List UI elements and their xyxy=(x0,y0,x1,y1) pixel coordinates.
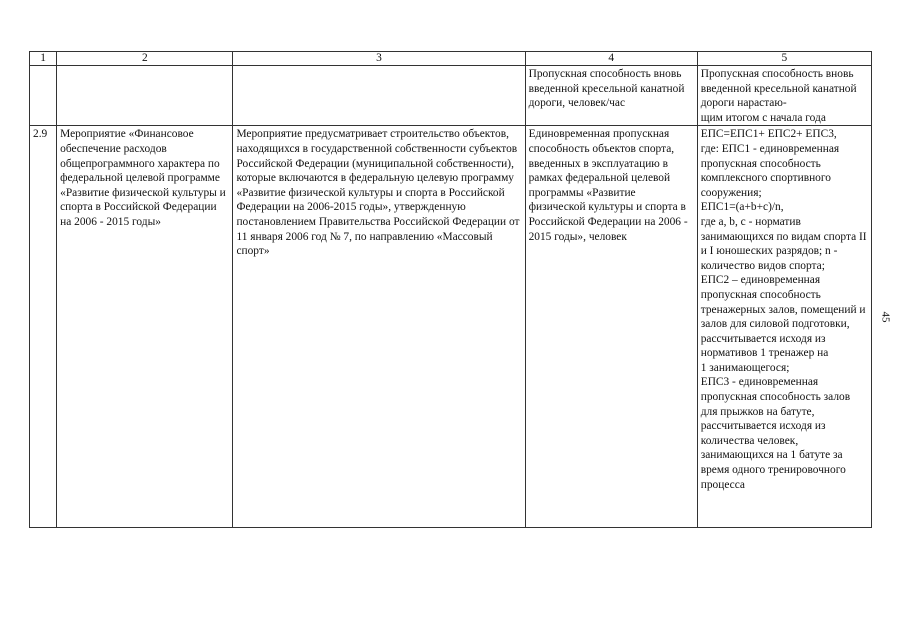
header-cell-indicator: Пропускная способность вновь введенной кресельной канатной дороги, человек/час xyxy=(525,66,697,126)
column-number-cell: 1 xyxy=(30,52,57,66)
column-number-cell: 2 xyxy=(57,52,233,66)
page-number: 45 xyxy=(879,311,892,323)
header-cell-empty xyxy=(233,66,525,126)
data-table xyxy=(29,51,872,528)
column-number-row xyxy=(30,52,872,66)
table-row xyxy=(30,126,872,528)
header-cell-empty xyxy=(57,66,233,126)
measure-name-cell: Мероприятие «Финансовое обеспечение расходов общепрограммного характера по федеральной целевой программе «Развитие физической культуры и спорта в Российской Федерации на 2006 - 2015 годы» xyxy=(57,126,233,528)
column-number-cell: 4 xyxy=(525,52,697,66)
header-cell-cumulative: Пропускная способность вновь введенной кресельной канатной дороги нарастаю- щим итогом с начала года xyxy=(697,66,871,126)
table-header-row xyxy=(30,66,872,126)
column-number-cell: 5 xyxy=(697,52,871,66)
indicator-cell: Единовременная пропускная способность объектов спорта, введенных в эксплуатацию в рамках федеральной целевой программы «Развитие физической культуры и спорта в Российской Федерации на 2006 - 2015 годы», человек xyxy=(525,126,697,528)
row-number-cell: 2.9 xyxy=(30,126,57,528)
measure-description-cell: Мероприятие предусматривает строительство объектов, находящихся в государственной собственности субъектов Российской Федерации (муниципальной собственности), которые включаются в федеральную целевую программу «Развитие физической культуры и спорта в Российской Федерации на 2006-2015 годы», утвержденную постановлением Правительства Российской Федерации от 11 января 2006 год № 7, по направлению «Массовый спорт» xyxy=(233,126,525,528)
header-cell-empty xyxy=(30,66,57,126)
calculation-method-cell: ЕПС=ЕПС1+ ЕПС2+ ЕПС3, где: ЕПС1 - единовременная пропускная способность комплексного спортивного сооружения; ЕПС1=(a+b+c)/n, где a, b, c - норматив занимающихся по видам спорта II и I юношеских разрядов; n - количество видов спорта; ЕПС2 – единовременная пропускная способность тренажерных залов, помещений и залов для силовой подготовки, рассчитывается исходя из нормативов 1 тренажер на 1 занимающегося; ЕПС3 - единовременная пропускная способность залов для прыжков на батуте, рассчитывается исходя из количества человек, занимающихся на 1 батуте за время одного тренировочного процесса xyxy=(697,126,871,528)
column-number-cell: 3 xyxy=(233,52,525,66)
